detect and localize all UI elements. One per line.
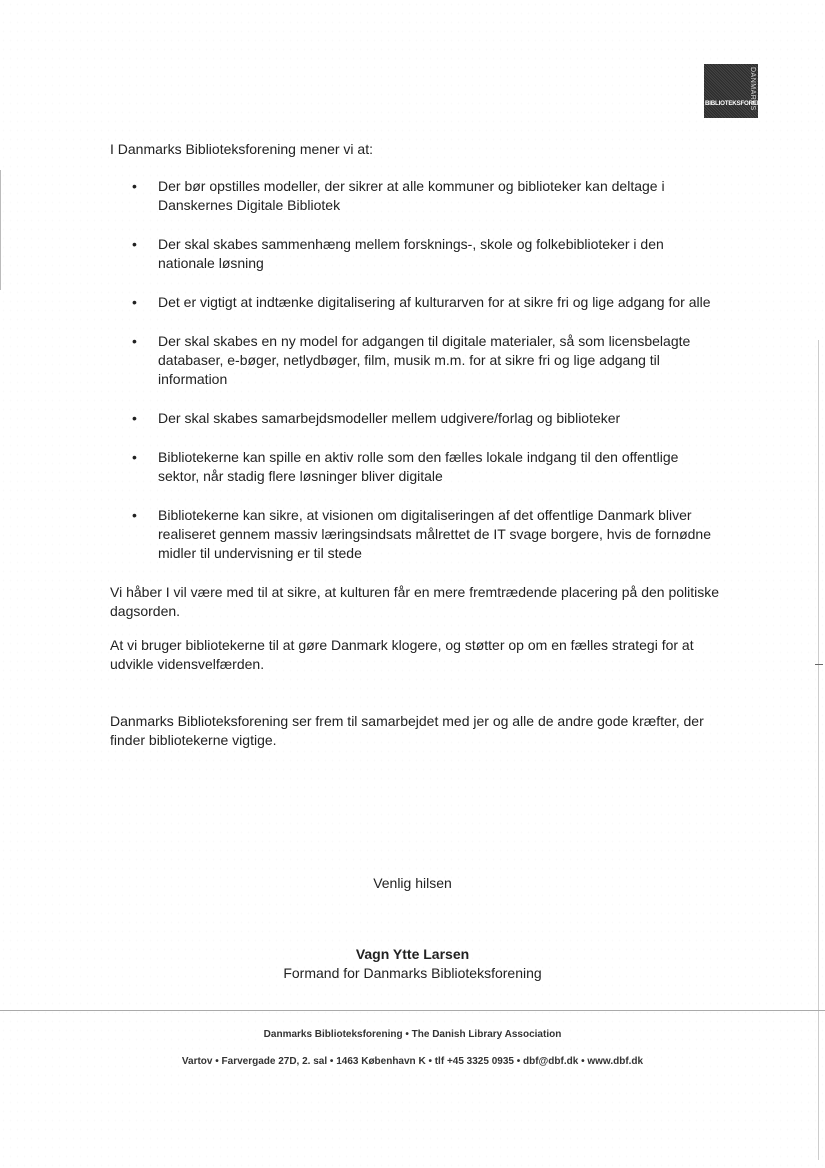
list-item-text: Bibliotekerne kan sikre, at visionen om digitaliseringen af det offentlige Danmark bliver realiseret gennem massiv læringsindsats målrettet de IT svage borgere, hvis de fornødne midler til undervisning er til stede	[158, 507, 712, 561]
list-item-text: Der skal skabes samarbejdsmodeller mellem udgivere/forlag og biblioteker	[158, 410, 621, 426]
bullet-icon: •	[132, 507, 137, 523]
logo-side-text: DANMARKS	[749, 67, 756, 111]
list-item	[110, 293, 720, 312]
logo-main-text: BIBLIOTEKSFORENING	[705, 100, 772, 107]
paragraph-cooperation: Danmarks Biblioteksforening ser frem til samarbejdet med jer og alle de andre gode kræfter, der finder bibliotekerne vigtige.	[110, 713, 704, 748]
intro-text: I Danmarks Biblioteksforening mener vi at:	[110, 141, 373, 157]
bullet-icon: •	[132, 178, 137, 194]
dbf-logo	[704, 64, 772, 118]
list-item	[110, 332, 720, 389]
bullet-icon: •	[132, 333, 137, 349]
footer-organization: Danmarks Biblioteksforening • The Danish Library Association	[263, 1029, 562, 1040]
bullet-icon: •	[132, 410, 137, 426]
list-item-text: Der skal skabes en ny model for adgangen til digitale materialer, så som licensbelagte databaser, e-bøger, netlydbøger, film, musik m.m. for at sikre fri og lige adgang til information	[158, 333, 691, 387]
list-item	[110, 177, 720, 215]
list-item	[110, 409, 720, 428]
letter-body	[110, 140, 720, 765]
scan-edge-left	[0, 170, 1, 290]
footer-contact: Vartov • Farvergade 27D, 2. sal • 1463 København K • tlf +45 3325 0935 • dbf@dbf.dk • www.dbf.dk	[181, 1056, 644, 1067]
paragraph-culture: Vi håber I vil være med til at sikre, at kulturen får en mere fremtrædende placering på den politiske dagsorden.	[110, 584, 720, 619]
list-item	[110, 506, 720, 563]
list-item	[110, 235, 720, 273]
list-item-text: Bibliotekerne kan spille en aktiv rolle som den fælles lokale indgang til den offentlige sektor, når stadig flere løsninger bliver digitale	[158, 449, 679, 484]
footer-divider	[0, 1010, 825, 1011]
position-list	[110, 177, 720, 563]
closing-regards: Venlig hilsen	[373, 875, 452, 891]
list-item	[110, 448, 720, 486]
list-item-text: Der skal skabes sammenhæng mellem forsknings-, skole og folkebiblioteker i den nationale løsning	[158, 236, 664, 271]
fold-mark	[815, 664, 823, 665]
list-item-text: Det er vigtigt at indtænke digitalisering af kulturarven for at sikre fri og lige adgang for alle	[158, 294, 711, 310]
list-item-text: Der bør opstilles modeller, der sikrer at alle kommuner og biblioteker kan deltage i Danskernes Digitale Bibliotek	[158, 178, 665, 213]
signatory-name: Vagn Ytte Larsen	[355, 946, 470, 962]
bullet-icon: •	[132, 294, 137, 310]
paragraph-strategy: At vi bruger bibliotekerne til at gøre Danmark klogere, og støtter op om en fælles strategi for at udvikle vidensvelfærden.	[110, 637, 694, 672]
signatory-title: Formand for Danmarks Biblioteksforening	[283, 965, 542, 981]
bullet-icon: •	[132, 449, 137, 465]
bullet-icon: •	[132, 236, 137, 252]
